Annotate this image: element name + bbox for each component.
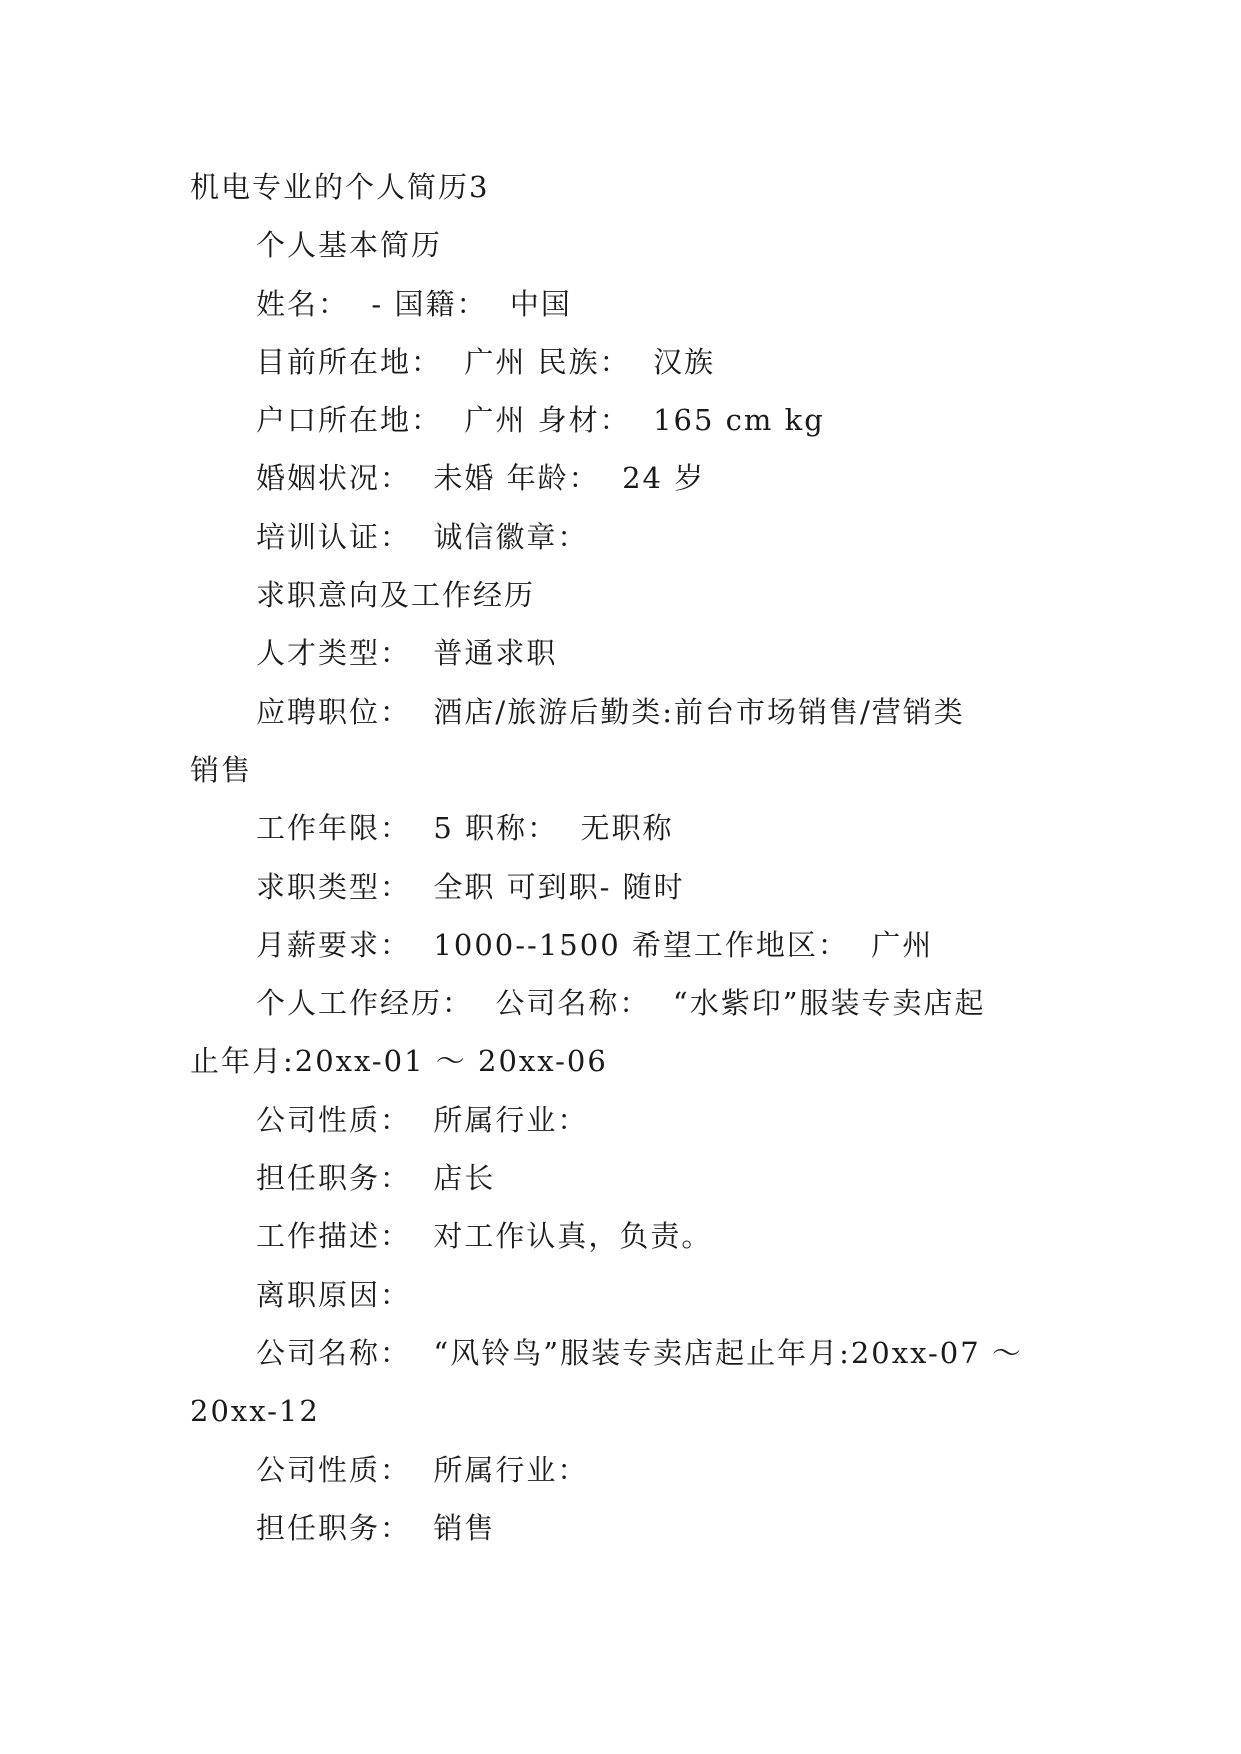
work-experience-company-1: 个人工作经历： 公司名称： “水紫印”服装专卖店起 xyxy=(256,986,986,1021)
document-body xyxy=(190,158,1050,1557)
company-nature-line-1: 公司性质： 所属行业： xyxy=(256,1102,589,1137)
work-experience-period-2: 20xx-12 xyxy=(190,1394,320,1429)
marital-age-line: 婚姻状况： 未婚 年龄： 24 岁 xyxy=(256,461,706,496)
hukou-height-line: 户口所在地： 广州 身材： 165 cm kg xyxy=(256,403,825,438)
name-nationality-line: 姓名： - 国籍： 中国 xyxy=(256,286,572,321)
talent-type-line: 人才类型： 普通求职 xyxy=(256,636,558,671)
job-description-line-1: 工作描述： 对工作认真，负责。 xyxy=(256,1219,713,1254)
work-years-title-line: 工作年限： 5 职称： 无职称 xyxy=(256,811,674,846)
applied-position-continued: 销售 xyxy=(190,752,253,787)
work-experience-company-2: 公司名称： “风铃鸟”服装专卖店起止年月:20xx-07 ～ xyxy=(256,1335,1023,1370)
document-title: 机电专业的个人简历3 xyxy=(190,170,490,204)
applied-position-line: 应聘职位： 酒店/旅游后勤类:前台市场销售/营销类 xyxy=(256,694,965,729)
section-heading-basic-info: 个人基本简历 xyxy=(256,228,443,263)
salary-region-line: 月薪要求： 1000--1500 希望工作地区： 广州 xyxy=(256,927,934,962)
position-held-line-2: 担任职务： 销售 xyxy=(256,1510,496,1545)
leaving-reason-line-1: 离职原因： xyxy=(256,1277,412,1312)
work-experience-period-1: 止年月:20xx-01 ～ 20xx-06 xyxy=(190,1044,608,1079)
section-heading-job-intent: 求职意向及工作经历 xyxy=(256,578,536,613)
certification-line: 培训认证： 诚信徽章： xyxy=(256,519,589,554)
location-ethnicity-line: 目前所在地： 广州 民族： 汉族 xyxy=(256,344,716,379)
job-type-line: 求职类型： 全职 可到职- 随时 xyxy=(256,869,685,904)
company-nature-line-2: 公司性质： 所属行业： xyxy=(256,1452,589,1487)
position-held-line-1: 担任职务： 店长 xyxy=(256,1161,496,1196)
